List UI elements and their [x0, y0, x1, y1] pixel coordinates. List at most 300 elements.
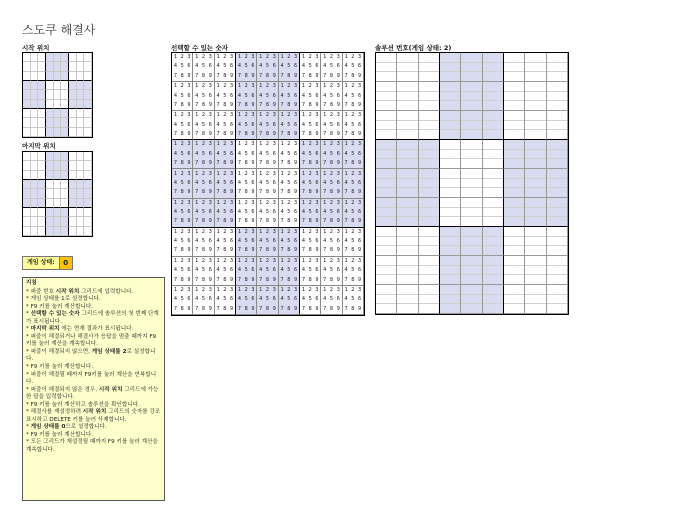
candidate-cell [172, 140, 193, 169]
solution-grid-label: 솔루션 번호(게임 상태: 2) [375, 44, 452, 52]
grid-cell[interactable] [23, 53, 31, 62]
candidate-digit: 8 [244, 276, 248, 283]
candidate-digit: 2 [223, 286, 227, 293]
candidate-digit: 7 [280, 131, 284, 138]
candidate-digit: 3 [251, 257, 255, 264]
grid-cell[interactable] [69, 118, 77, 127]
grid-cell[interactable] [69, 128, 77, 137]
page-title: 스도쿠 해결사 [22, 23, 96, 37]
candidate-digit: 3 [294, 83, 298, 90]
candidate-digit: 4 [280, 296, 284, 303]
candidate-digit: 2 [308, 83, 312, 90]
candidate-digit: 4 [216, 63, 220, 70]
candidate-digit: 7 [173, 101, 177, 108]
grid-cell[interactable] [46, 72, 54, 81]
grid-cell[interactable] [61, 53, 69, 62]
candidate-digit: 7 [323, 189, 327, 196]
grid-cell[interactable] [69, 53, 77, 62]
grid-cell[interactable] [84, 72, 92, 81]
candidate-digit: 6 [208, 238, 212, 245]
candidate-digit: 1 [237, 286, 241, 293]
grid-cell[interactable] [38, 90, 46, 99]
candidate-digit: 5 [180, 179, 184, 186]
grid-cell[interactable] [23, 81, 31, 90]
candidate-digit: 9 [251, 218, 255, 225]
candidate-digit: 4 [301, 121, 305, 128]
candidate-digit: 7 [344, 276, 348, 283]
grid-cell[interactable] [31, 90, 39, 99]
candidate-digit: 7 [195, 247, 199, 254]
candidate-digit: 2 [329, 83, 334, 90]
candidate-digit: 2 [201, 170, 206, 177]
candidate-digit: 6 [294, 238, 298, 245]
solution-cell [525, 53, 546, 82]
candidate-digit: 3 [336, 83, 340, 90]
candidate-digit: 2 [223, 170, 227, 177]
candidate-digit: 5 [265, 63, 270, 70]
grid-cell [77, 152, 85, 161]
grid-cell [61, 171, 69, 180]
candidate-digit: 9 [358, 189, 362, 196]
candidate-digit: 9 [208, 247, 212, 254]
candidate-digit: 5 [329, 296, 334, 303]
candidate-cell [321, 286, 342, 315]
candidate-digit: 8 [329, 305, 334, 312]
candidate-digit: 4 [237, 267, 241, 274]
candidate-digit: 6 [315, 267, 319, 274]
candidate-digit: 4 [195, 92, 199, 99]
candidate-digit: 4 [237, 63, 241, 70]
candidate-digit: 2 [180, 257, 184, 264]
candidate-digit: 8 [329, 247, 334, 254]
grid-cell[interactable] [84, 81, 92, 90]
grid-cell[interactable] [77, 72, 85, 81]
candidate-digit: 8 [308, 218, 312, 225]
candidate-digit: 8 [329, 72, 334, 79]
grid-cell[interactable] [77, 53, 85, 62]
candidate-digit: 4 [259, 92, 263, 99]
candidate-digit: 2 [265, 83, 270, 90]
candidate-digit: 5 [287, 296, 291, 303]
candidate-digit: 1 [323, 257, 327, 264]
grid-cell[interactable] [54, 109, 62, 118]
grid-cell[interactable] [61, 62, 69, 71]
candidate-digit: 9 [208, 218, 212, 225]
candidate-digit: 3 [294, 257, 298, 264]
grid-cell[interactable] [31, 118, 39, 127]
solution-cell [419, 111, 440, 140]
grid-cell[interactable] [46, 109, 54, 118]
candidate-digit: 5 [351, 296, 355, 303]
candidate-digit: 1 [173, 112, 177, 119]
grid-cell[interactable] [61, 100, 69, 109]
candidate-digit: 6 [294, 179, 298, 186]
grid-cell[interactable] [38, 109, 46, 118]
solution-cell [504, 285, 525, 314]
grid-cell[interactable] [46, 53, 54, 62]
candidate-digit: 3 [315, 286, 319, 293]
candidate-digit: 6 [230, 296, 234, 303]
candidate-digit: 3 [230, 170, 234, 177]
grid-cell [69, 227, 77, 236]
candidate-digit: 5 [223, 150, 227, 157]
candidate-digit: 6 [358, 150, 362, 157]
candidate-digit: 8 [201, 72, 206, 79]
grid-cell[interactable] [84, 118, 92, 127]
start-position-grid[interactable] [22, 52, 93, 138]
candidate-digit: 4 [344, 63, 348, 70]
candidate-digit: 4 [280, 267, 284, 274]
candidate-digit: 2 [287, 54, 291, 61]
candidate-digit: 9 [230, 305, 234, 312]
candidate-digit: 9 [251, 131, 255, 138]
candidate-cell [321, 228, 342, 257]
candidate-digit: 5 [265, 238, 270, 245]
grid-cell [61, 199, 69, 208]
grid-cell [77, 180, 85, 189]
candidate-digit: 3 [187, 83, 191, 90]
grid-cell[interactable] [54, 100, 62, 109]
solution-cell [397, 169, 418, 198]
candidate-digit: 4 [195, 208, 199, 215]
candidate-digit: 8 [244, 247, 248, 254]
candidate-cell [279, 257, 300, 286]
grid-cell[interactable] [61, 109, 69, 118]
grid-cell[interactable] [84, 53, 92, 62]
grid-cell[interactable] [38, 72, 46, 81]
candidate-cell [193, 53, 214, 82]
grid-cell[interactable] [61, 118, 69, 127]
grid-cell[interactable] [69, 72, 77, 81]
candidate-digit: 5 [223, 238, 227, 245]
candidate-digit: 1 [344, 83, 348, 90]
candidate-digit: 6 [187, 179, 191, 186]
candidate-digit: 6 [187, 238, 191, 245]
candidate-digit: 5 [265, 208, 270, 215]
candidate-digit: 2 [223, 141, 227, 148]
candidate-digit: 9 [294, 247, 298, 254]
grid-cell[interactable] [54, 118, 62, 127]
grid-cell[interactable] [46, 62, 54, 71]
grid-cell [61, 180, 69, 189]
grid-cell[interactable] [31, 81, 39, 90]
solution-cell [547, 227, 568, 256]
candidate-digit: 3 [272, 83, 276, 90]
candidate-digit: 9 [187, 131, 191, 138]
candidate-digit: 2 [223, 112, 227, 119]
grid-cell[interactable] [31, 62, 39, 71]
candidate-digit: 2 [308, 257, 312, 264]
candidate-digit: 1 [173, 54, 177, 61]
candidate-digit: 6 [315, 63, 319, 70]
candidate-digit: 3 [187, 199, 191, 206]
solution-cell [397, 227, 418, 256]
candidate-digit: 4 [344, 92, 348, 99]
grid-cell[interactable] [23, 62, 31, 71]
candidate-digit: 9 [208, 131, 212, 138]
grid-cell [84, 180, 92, 189]
candidate-digit: 9 [230, 160, 234, 167]
grid-cell [31, 227, 39, 236]
candidate-digit: 7 [259, 72, 263, 79]
grid-cell[interactable] [23, 100, 31, 109]
grid-cell[interactable] [54, 62, 62, 71]
grid-cell [31, 161, 39, 170]
candidate-digit: 9 [187, 189, 191, 196]
grid-cell[interactable] [38, 62, 46, 71]
grid-cell [77, 208, 85, 217]
candidate-digit: 7 [173, 276, 177, 283]
candidate-digit: 6 [336, 179, 340, 186]
candidate-digit: 9 [187, 160, 191, 167]
candidate-digit: 3 [230, 141, 234, 148]
grid-cell[interactable] [84, 128, 92, 137]
grid-cell[interactable] [46, 81, 54, 90]
candidate-digit: 4 [259, 150, 263, 157]
grid-cell[interactable] [77, 109, 85, 118]
grid-cell[interactable] [38, 100, 46, 109]
candidate-cell [257, 169, 278, 198]
grid-cell[interactable] [61, 81, 69, 90]
candidate-cell [343, 111, 364, 140]
candidate-digit: 7 [280, 247, 284, 254]
grid-cell[interactable] [84, 109, 92, 118]
grid-cell[interactable] [77, 118, 85, 127]
candidate-digit: 6 [230, 92, 234, 99]
grid-cell[interactable] [77, 81, 85, 90]
grid-cell [54, 217, 62, 226]
candidate-digit: 3 [208, 199, 212, 206]
candidate-digit: 5 [308, 208, 312, 215]
candidate-digit: 5 [329, 267, 334, 274]
candidate-digit: 9 [187, 218, 191, 225]
grid-cell[interactable] [46, 90, 54, 99]
grid-cell [61, 208, 69, 217]
candidate-digit: 8 [351, 305, 355, 312]
grid-cell[interactable] [77, 62, 85, 71]
grid-cell[interactable] [84, 100, 92, 109]
grid-cell[interactable] [46, 128, 54, 137]
candidate-digit: 6 [272, 208, 276, 215]
candidate-digit: 5 [201, 121, 206, 128]
candidate-cell [193, 140, 214, 169]
candidate-digit: 9 [358, 160, 362, 167]
grid-cell[interactable] [61, 72, 69, 81]
solution-cell [419, 169, 440, 198]
candidate-digit: 2 [265, 228, 270, 235]
grid-cell[interactable] [38, 53, 46, 62]
candidate-digit: 7 [323, 131, 327, 138]
candidate-digit: 2 [287, 141, 291, 148]
candidate-digit: 5 [287, 150, 291, 157]
candidate-digit: 2 [180, 141, 184, 148]
candidate-digit: 1 [301, 257, 305, 264]
solution-cell [397, 53, 418, 82]
grid-cell [23, 189, 31, 198]
candidate-digit: 8 [351, 276, 355, 283]
candidate-digit: 9 [294, 218, 298, 225]
grid-cell[interactable] [54, 81, 62, 90]
candidate-cell [215, 286, 236, 315]
candidate-digit: 1 [259, 170, 263, 177]
candidate-digit: 5 [223, 208, 227, 215]
candidate-digit: 3 [315, 199, 319, 206]
grid-cell[interactable] [54, 128, 62, 137]
candidate-digit: 9 [208, 101, 212, 108]
grid-cell[interactable] [23, 128, 31, 137]
grid-cell[interactable] [54, 53, 62, 62]
candidate-digit: 1 [259, 83, 263, 90]
candidate-digit: 5 [351, 121, 355, 128]
candidate-digit: 7 [237, 247, 241, 254]
candidate-digit: 1 [280, 112, 284, 119]
candidate-cell [279, 199, 300, 228]
grid-cell[interactable] [69, 90, 77, 99]
candidate-digit: 1 [344, 199, 348, 206]
candidate-digit: 8 [244, 101, 248, 108]
candidate-digit: 1 [323, 228, 327, 235]
grid-cell[interactable] [46, 100, 54, 109]
candidate-digit: 4 [259, 63, 263, 70]
candidate-digit: 5 [201, 150, 206, 157]
candidate-digit: 3 [187, 112, 191, 119]
solution-cell [483, 169, 504, 198]
grid-cell[interactable] [23, 118, 31, 127]
candidate-cell [215, 169, 236, 198]
candidate-digit: 6 [294, 150, 298, 157]
grid-cell[interactable] [84, 62, 92, 71]
grid-cell[interactable] [61, 90, 69, 99]
candidate-digit: 6 [315, 179, 319, 186]
game-status [22, 256, 73, 270]
candidate-digit: 2 [351, 54, 355, 61]
grid-cell[interactable] [23, 90, 31, 99]
candidate-digit: 6 [336, 238, 340, 245]
candidate-digit: 7 [237, 101, 241, 108]
candidate-digit: 7 [237, 305, 241, 312]
candidate-digit: 7 [216, 131, 220, 138]
candidate-digit: 2 [244, 286, 248, 293]
grid-cell [38, 227, 46, 236]
candidate-digit: 3 [187, 228, 191, 235]
candidate-digit: 4 [323, 121, 327, 128]
candidate-digit: 7 [195, 72, 199, 79]
candidate-digit: 3 [358, 170, 362, 177]
candidate-digit: 9 [294, 101, 298, 108]
candidate-digit: 1 [301, 83, 305, 90]
grid-cell[interactable] [54, 72, 62, 81]
grid-cell[interactable] [54, 90, 62, 99]
candidate-digit: 8 [244, 72, 248, 79]
candidate-digit: 1 [280, 199, 284, 206]
candidate-digit: 2 [351, 170, 355, 177]
candidate-digit: 2 [201, 199, 206, 206]
candidate-cell [236, 53, 257, 82]
candidate-digit: 2 [244, 83, 248, 90]
candidate-digit: 4 [195, 238, 199, 245]
grid-cell[interactable] [38, 81, 46, 90]
candidate-digit: 9 [251, 160, 255, 167]
candidate-digit: 6 [272, 150, 276, 157]
grid-cell[interactable] [69, 100, 77, 109]
grid-cell[interactable] [31, 53, 39, 62]
candidate-digit: 3 [272, 199, 276, 206]
candidate-digit: 2 [308, 286, 312, 293]
candidate-digit: 6 [358, 267, 362, 274]
grid-cell[interactable] [23, 109, 31, 118]
game-status-value[interactable]: 0 [60, 256, 73, 270]
candidate-digit: 2 [265, 112, 270, 119]
candidate-digit: 1 [344, 257, 348, 264]
instruction-line: * 게임 상태를 1로 설정합니다. [26, 296, 101, 303]
grid-cell [46, 171, 54, 180]
candidate-digit: 8 [265, 160, 270, 167]
candidate-digit: 4 [344, 208, 348, 215]
candidate-digit: 5 [351, 208, 355, 215]
grid-cell[interactable] [84, 90, 92, 99]
solution-cell [397, 256, 418, 285]
candidate-digit: 8 [223, 305, 227, 312]
candidate-digit: 8 [223, 160, 227, 167]
candidate-digit: 3 [208, 54, 212, 61]
solution-cell [440, 53, 461, 82]
grid-cell[interactable] [69, 62, 77, 71]
candidate-digit: 6 [358, 92, 362, 99]
candidate-digit: 9 [358, 247, 362, 254]
grid-cell[interactable] [31, 72, 39, 81]
grid-cell[interactable] [69, 109, 77, 118]
grid-cell[interactable] [61, 128, 69, 137]
candidate-digit: 2 [180, 170, 184, 177]
candidate-digit: 4 [195, 267, 199, 274]
grid-cell[interactable] [31, 100, 39, 109]
candidate-digit: 7 [195, 218, 199, 225]
candidate-digit: 5 [244, 63, 248, 70]
instruction-line: * 게임 상태를 0으로 설정합니다. [26, 424, 107, 431]
candidate-digit: 6 [315, 121, 319, 128]
candidate-digit: 1 [323, 199, 327, 206]
grid-cell[interactable] [77, 100, 85, 109]
grid-cell [69, 208, 77, 217]
grid-cell[interactable] [77, 90, 85, 99]
candidate-digit: 1 [259, 54, 263, 61]
candidate-digit: 7 [280, 160, 284, 167]
candidate-digit: 2 [351, 83, 355, 90]
grid-cell[interactable] [77, 128, 85, 137]
grid-cell[interactable] [23, 72, 31, 81]
grid-cell[interactable] [69, 81, 77, 90]
grid-cell[interactable] [46, 118, 54, 127]
solution-cell [440, 227, 461, 256]
grid-cell[interactable] [31, 109, 39, 118]
candidate-digit: 4 [259, 238, 263, 245]
candidate-cell [257, 82, 278, 111]
candidate-digit: 6 [358, 121, 362, 128]
candidate-digit: 6 [187, 150, 191, 157]
candidate-digit: 2 [329, 199, 334, 206]
candidate-digit: 8 [223, 189, 227, 196]
grid-cell [46, 152, 54, 161]
grid-cell[interactable] [31, 128, 39, 137]
candidate-digit: 8 [287, 101, 291, 108]
candidate-digit: 9 [230, 218, 234, 225]
candidate-cell [257, 257, 278, 286]
candidate-digit: 8 [265, 131, 270, 138]
candidate-digit: 2 [201, 112, 206, 119]
candidate-digit: 3 [358, 286, 362, 293]
grid-cell[interactable] [38, 128, 46, 137]
grid-cell[interactable] [38, 118, 46, 127]
